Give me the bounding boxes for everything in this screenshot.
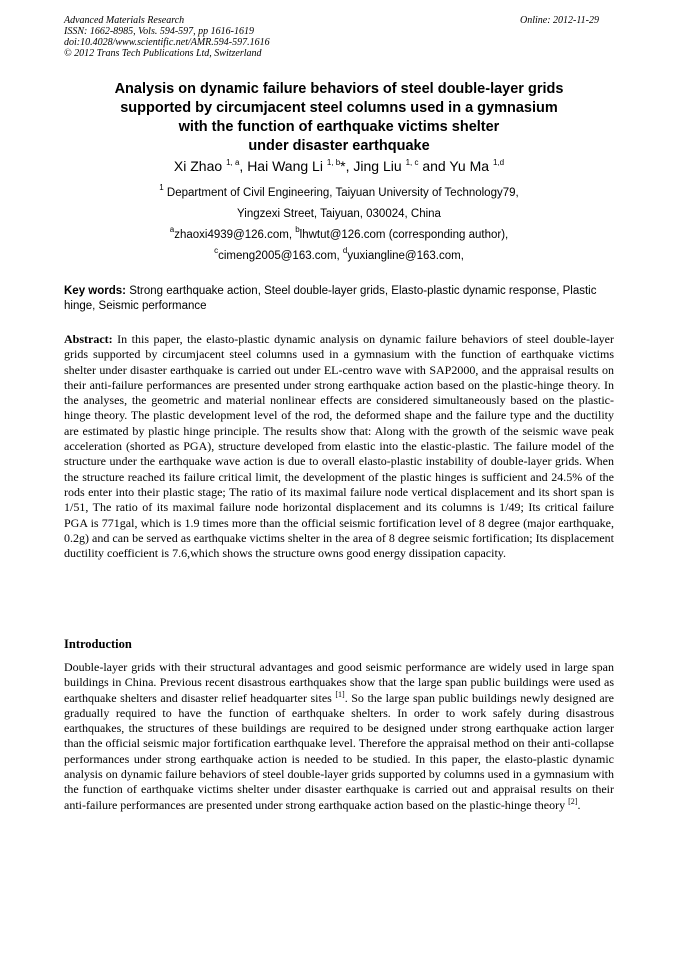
author-superscript: 1,d (492, 158, 505, 167)
email-superscript: b (295, 225, 300, 234)
author-separator: , (239, 158, 248, 174)
title-line: under disaster earthquake (248, 138, 430, 154)
email-address[interactable]: yuxiangline@163.com, (347, 250, 464, 262)
keywords-text: Strong earthquake action, Steel double-layer grids, Elasto-plastic dynamic response, Plastic hinge, Seismic performance (64, 285, 597, 312)
online-date: Online: 2012-11-29 (520, 15, 599, 26)
affiliation-line (64, 183, 614, 204)
email-superscript: d (342, 246, 348, 255)
introduction-paragraph (64, 660, 614, 813)
title-line: Analysis on dynamic failure behaviors of steel double-layer grids (114, 81, 564, 97)
email-address[interactable]: lhwtut@126.com (corresponding author), (299, 229, 509, 241)
author-name: Jing Liu (353, 158, 402, 174)
intro-text: . So the large span public buildings newly designed are gradually required to have the function of earthquake shelters. In order to work safely during disastrous earthquakes, the structures of these buildings are required to be designed under strong earthquake action larger than the official seismic major fortification earthquake level. Therefore the appraisal method on their anti-collapse performances under strong earthquake action is needed to be studied. In this paper, the elasto-plastic dynamic analysis on dynamic failure behaviors of steel double-layer grids supported by columns used in a gymnasium with the function of earthquake victims shelter under disaster earthquake is carried out and appraisal results on their anti-failure performances are presented under strong earthquake action based on the plastic-hinge theory (64, 690, 614, 812)
intro-text: . (577, 797, 581, 812)
journal-header (64, 15, 270, 59)
author-superscript: 1, c (405, 158, 419, 167)
paper-title (64, 80, 614, 156)
affiliation-block (64, 183, 614, 267)
keywords-label: Key words: (64, 285, 126, 297)
abstract-text: In this paper, the elasto-plastic dynamic analysis on dynamic failure behaviors of steel double-layer grids supported by circumjacent steel columns used in a gymnasium with the function of earthquake victims shelter under disaster earthquake is carried out under EL-centro wave with SAP2000, and the appraisal results on their anti-failure performances are presented under strong earthquake action based on the plastic-hinge theory. In the analyses, the geometric and material nonlinear effects are considered simultaneously based on the plastic-hinge theory. The plastic development level of the rod, the deformed shape and the failure type and the ductility are estimated by plastic hinge principle. The results show that: Along with the growth of the seismic wave peak acceleration (shorted as PGA), structure developed from elastic into the elastic-plastic. The failure model of the structure under the earthquake wave action is due to overall elasto-plastic instability of double-layer grids. When the structure reached its failure critical limit, the development of the plastic hinges is sufficient and 24.5% of the rods enter into their plastic stage; The ratio of its maximal failure node vertical displacement and its short span is 1/51, The ratio of its maximal failure node horizontal displacement and its columns is 1/49; Its critical failure PGA is 771gal, which is 1.9 times more than the official seismic fortification level of 8 degree (major earthquake, 0.2g) and can be served as earthquake victims shelter in the area of 8 degree seismic fortification; Its displacement ductility coefficient is 7.6,which shows the structure owns good energy dissipation capacity. (64, 332, 614, 561)
keywords (64, 284, 614, 314)
copyright-line: © 2012 Trans Tech Publications Ltd, Switzerland (64, 48, 262, 59)
citation-ref[interactable]: [1] (335, 689, 345, 699)
email-address[interactable]: zhaoxi4939@126.com, (174, 229, 296, 241)
author-name: Yu Ma (449, 158, 490, 174)
email-line (64, 246, 614, 267)
author-name: Hai Wang Li (247, 158, 323, 174)
abstract (64, 332, 614, 561)
email-superscript: a (169, 225, 175, 234)
email-address[interactable]: cimeng2005@163.com, (218, 250, 343, 262)
author-separator: and (418, 158, 450, 174)
author-name: Xi Zhao (173, 158, 223, 174)
author-list (64, 157, 614, 175)
abstract-label: Abstract: (64, 332, 113, 346)
affiliation-text: Department of Civil Engineering, Taiyuan University of Technology79, (163, 187, 519, 199)
affiliation-superscript: 1 (159, 183, 164, 192)
corresponding-star: * (340, 158, 346, 174)
doi-line[interactable]: doi:10.4028/www.scientific.net/AMR.594-597.1616 (64, 37, 270, 48)
intro-text: Double-layer grids with their structural advantages and good seismic performance are widely used in large span buildings in China. Previous recent disastrous earthquakes show that the large span public buildings were used as earthquake shelters and disaster relief headquarter sites (64, 660, 614, 705)
email-superscript: c (214, 246, 219, 255)
issn-line: ISSN: 1662-8985, Vols. 594-597, pp 1616-1619 (64, 26, 254, 37)
title-line: supported by circumjacent steel columns used in a gymnasium (120, 100, 558, 116)
section-heading-introduction: Introduction (64, 637, 132, 651)
title-line: with the function of earthquake victims shelter (178, 119, 500, 135)
affiliation-line: Yingzexi Street, Taiyuan, 030024, China (237, 208, 441, 220)
author-superscript: 1, b (326, 158, 341, 167)
author-superscript: 1, a (226, 158, 240, 167)
journal-name: Advanced Materials Research (64, 15, 185, 26)
email-line (64, 225, 614, 246)
author-separator: , (345, 158, 354, 174)
citation-ref[interactable]: [2] (568, 796, 578, 806)
